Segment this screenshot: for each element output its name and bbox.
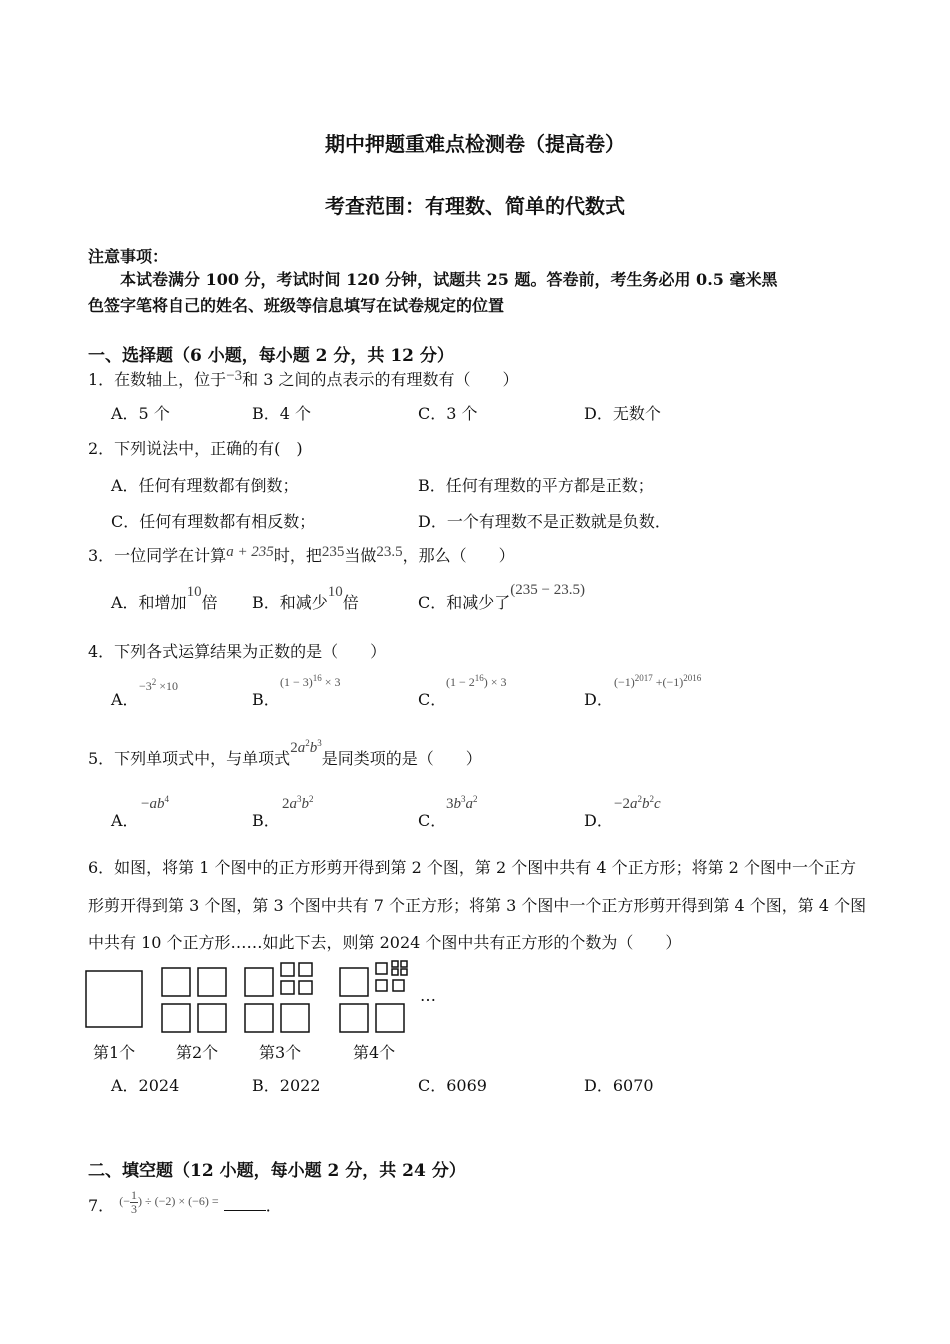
q3-option-b	[252, 584, 359, 613]
q7-fraction-numerator: 1	[131, 1187, 138, 1202]
exam-scope: 考查范围：有理数、简单的代数式	[325, 194, 625, 218]
question-5-stem	[88, 738, 482, 769]
q3-option-b-math: 10	[327, 584, 343, 600]
q5-math: $2a^2b^3$	[290, 738, 322, 756]
fig3-square-br	[281, 1004, 309, 1032]
q5-option-c	[418, 794, 478, 831]
q4-option-c-math: $(1 - 2^{16}) \times 3$	[446, 673, 507, 689]
q5-option-b	[252, 794, 314, 831]
notice-heading: 注意事项：	[88, 247, 169, 266]
question-7	[88, 1187, 282, 1222]
q5-text-pre: 5．下列单项式中，与单项式	[88, 749, 291, 768]
q6-option-a: A．2024	[111, 1076, 180, 1095]
fig4-tiny-3	[392, 969, 398, 975]
question-1-stem	[88, 367, 519, 390]
q3-option-a-text: A．和增加	[111, 593, 187, 612]
q5-option-a-label: A．	[111, 811, 139, 830]
q3-option-a-math: 10	[186, 584, 202, 600]
q4-option-a-math: $-3^2 \times 10$	[139, 677, 179, 693]
q3-text-mid-1: 时，把	[273, 546, 322, 565]
fig4-square-bl	[340, 1004, 368, 1032]
q1-text-post: 和 3 之间的点表示的有理数有（ ）	[242, 370, 519, 389]
fig4-square-br	[376, 1004, 404, 1032]
fig3-square-bl	[245, 1004, 273, 1032]
q6-option-b: B．2022	[252, 1076, 321, 1095]
fig2-square-br	[198, 1004, 226, 1032]
question-3-stem	[88, 543, 515, 566]
q7-period: ．	[265, 1196, 282, 1215]
q3-option-b-text: B．和减少	[252, 593, 328, 612]
question-6-line-3: 中共有 10 个正方形……如此下去，则第 2024 个图中共有正方形的个数为（ ）	[88, 933, 682, 952]
fig4-tiny-2	[401, 961, 407, 967]
fig4-tiny-4	[401, 969, 407, 975]
q3-text-post: ，那么（ ）	[402, 546, 515, 565]
q4-option-b-math: $(1 - 3)^{16} \times 3$	[280, 673, 341, 689]
q1-option-c: C．3 个	[418, 404, 478, 423]
q5-option-c-label: C．	[418, 811, 447, 830]
q3-text-mid-2: 当做	[344, 546, 377, 565]
q5-option-a-math: $-ab^4$	[141, 794, 169, 812]
q6-figure-label-2: 第2个	[176, 1043, 219, 1062]
q6-figure-label-3: 第3个	[259, 1043, 302, 1062]
question-6-line-1: 6．如图，将第 1 个图中的正方形剪开得到第 2 个图，第 2 个图中共有 4 个正方形；将第 2 个图中一个正方	[88, 858, 856, 877]
q7-expression: (− 1 3 ) ÷ (−2) × (−6) =	[119, 1187, 219, 1216]
q6-figure-label-4: 第4个	[353, 1043, 396, 1062]
q4-option-d-label: D．	[584, 690, 613, 709]
q2-option-c: C．任何有理数都有相反数；	[111, 512, 316, 531]
q7-number: 7．	[88, 1196, 115, 1215]
q1-option-d: D．无数个	[584, 404, 661, 423]
q3-option-c-math: (235 − 23.5)	[510, 582, 585, 598]
fig4-small-bl	[376, 980, 387, 991]
q6-option-c: C．6069	[418, 1076, 487, 1095]
q6-figure-ellipsis: …	[420, 986, 436, 1005]
q3-text-pre: 3．一位同学在计算	[88, 546, 227, 565]
fig3-small-2	[299, 963, 312, 976]
q7-answer-blank[interactable]	[224, 1196, 266, 1211]
q1-option-b: B．4 个	[252, 404, 312, 423]
fig3-small-3	[281, 981, 294, 994]
exam-title: 期中押题重难点检测卷（提高卷）	[325, 132, 625, 156]
fig2-square-tr	[198, 968, 226, 996]
q3-option-b-suffix: 倍	[342, 593, 359, 612]
q1-text-pre: 1．在数轴上，位于	[88, 370, 227, 389]
q5-text-post: 是同类项的是（ ）	[321, 749, 482, 768]
q2-option-d: D．一个有理数不是正数就是负数．	[418, 512, 671, 531]
q7-fraction	[130, 1189, 138, 1216]
fig2-square-tl	[162, 968, 190, 996]
q6-option-d: D．6070	[584, 1076, 654, 1095]
q5-option-d-label: D．	[584, 811, 613, 830]
q3-math-1: a + 235	[226, 544, 274, 560]
question-4-stem: 4．下列各式运算结果为正数的是（ ）	[88, 642, 387, 661]
q3-math-3: 23.5	[376, 544, 403, 560]
fig3-small-1	[281, 963, 294, 976]
q3-option-c-text: C．和减少了	[418, 593, 511, 612]
fig4-square-tl	[340, 968, 368, 996]
q3-option-c	[418, 582, 585, 613]
q4-option-b-label: B．	[252, 690, 280, 709]
notice-line-1: 本试卷满分 100 分，考试时间 120 分钟，试题共 25 题。答卷前，考生务必用 0.5 毫米黑	[120, 270, 778, 289]
q1-option-a: A．5 个	[111, 404, 170, 423]
q7-fraction-denominator: 3	[131, 1201, 138, 1216]
q4-option-d	[584, 673, 702, 710]
q2-option-a: A．任何有理数都有倒数；	[111, 476, 299, 495]
q5-option-c-math: $3b^3a^2$	[446, 794, 478, 812]
q2-option-b: B．任何有理数的平方都是正数；	[418, 476, 654, 495]
q3-option-a	[111, 584, 218, 613]
q6-figure	[84, 960, 444, 1036]
fig4-small-br	[393, 980, 404, 991]
question-2-stem: 2．下列说法中，正确的有( )	[88, 439, 303, 458]
notice-line-2: 色签字笔将自己的姓名、班级等信息填写在试卷规定的位置	[88, 296, 505, 315]
q4-option-c	[418, 673, 507, 710]
q4-option-c-label: C．	[418, 690, 447, 709]
q5-option-a	[111, 794, 169, 831]
q4-option-d-math: $(-1)^{2017} +(-1)^{2016}$	[614, 673, 702, 689]
q4-option-b	[252, 673, 341, 710]
q5-option-d-math: $-2a^2b^2c$	[614, 794, 661, 812]
section-2-heading: 二、填空题（12 小题，每小题 2 分，共 24 分）	[88, 1161, 466, 1181]
q3-math-2: 235	[321, 544, 345, 560]
q4-option-a-label: A．	[111, 690, 139, 709]
fig2-square-bl	[162, 1004, 190, 1032]
fig4-tiny-1	[392, 961, 398, 967]
section-1-heading: 一、选择题（6 小题，每小题 2 分，共 12 分）	[88, 346, 454, 366]
fig3-small-4	[299, 981, 312, 994]
q6-figure-label-1: 第1个	[93, 1043, 136, 1062]
fig3-square-tl	[245, 968, 273, 996]
question-6-line-2: 形剪开得到第 3 个图，第 3 个图中共有 7 个正方形；将第 3 个图中一个正方形剪开得到第 4 个图，第 4 个图	[88, 896, 867, 915]
q5-option-b-math: $2a^3b^2$	[282, 794, 314, 812]
q5-option-d	[584, 794, 661, 831]
q3-option-a-suffix: 倍	[201, 593, 218, 612]
q5-option-b-label: B．	[252, 811, 280, 830]
q4-option-a	[111, 677, 179, 710]
fig1-square	[86, 971, 142, 1027]
fig4-small-tl	[376, 963, 387, 974]
q1-math: −3	[226, 368, 243, 384]
